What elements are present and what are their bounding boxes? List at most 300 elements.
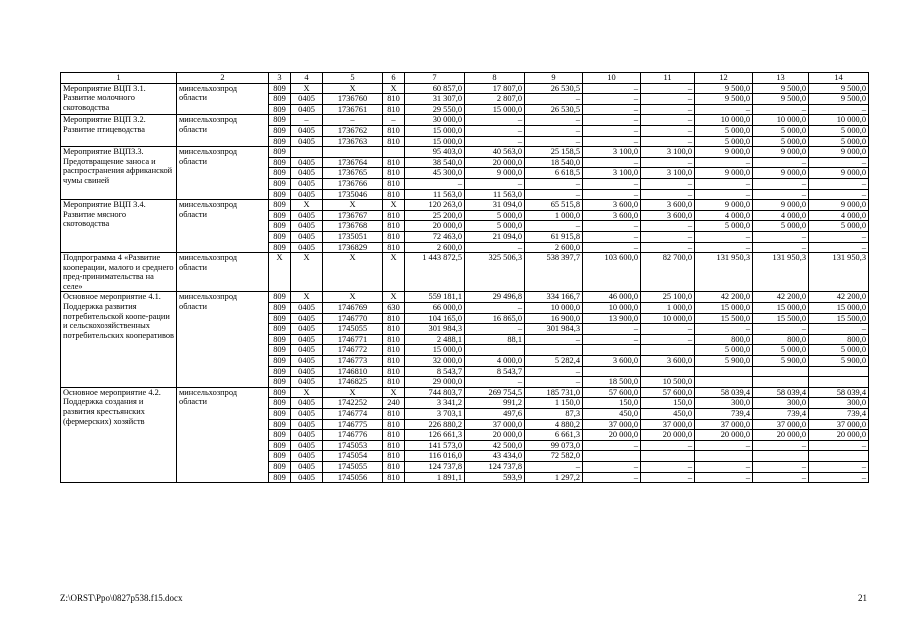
data-cell: 2 807,0: [465, 94, 525, 105]
data-cell: 810: [383, 345, 405, 356]
data-cell: –: [695, 178, 753, 189]
data-cell: 1735051: [323, 231, 383, 242]
data-cell: Х: [323, 83, 383, 94]
data-cell: –: [465, 136, 525, 147]
data-cell: 3 600,0: [583, 356, 641, 367]
footer-file-path: Z:\ORST\Ppo\0827p538.f15.docx: [60, 593, 183, 603]
data-cell: 810: [383, 231, 405, 242]
data-cell: 809: [269, 94, 291, 105]
data-cell: 0405: [291, 430, 323, 441]
data-cell: –: [465, 115, 525, 126]
data-cell: 3 100,0: [583, 168, 641, 179]
data-cell: 5 282,4: [525, 356, 583, 367]
data-cell: 116 016,0: [405, 451, 465, 462]
executor-cell: минсельхозпрод области: [177, 200, 269, 253]
data-cell: 126 661,3: [405, 430, 465, 441]
executor-cell: минсельхозпрод области: [177, 115, 269, 147]
header-cell: 14: [809, 73, 869, 84]
header-cell: 3: [269, 73, 291, 84]
data-cell: 131 950,3: [753, 253, 809, 292]
data-cell: –: [641, 334, 695, 345]
data-cell: –: [583, 231, 641, 242]
data-cell: 809: [269, 345, 291, 356]
data-cell: –: [753, 178, 809, 189]
data-cell: 739,4: [753, 409, 809, 420]
header-cell: 6: [383, 73, 405, 84]
data-cell: –: [525, 189, 583, 200]
data-cell: Х: [383, 200, 405, 211]
data-cell: 809: [269, 292, 291, 303]
data-cell: 65 515,8: [525, 200, 583, 211]
data-cell: 3 341,2: [405, 398, 465, 409]
data-cell: 1746772: [323, 345, 383, 356]
data-cell: –: [525, 377, 583, 388]
data-cell: 0405: [291, 104, 323, 115]
data-cell: –: [641, 461, 695, 472]
data-cell: 0405: [291, 168, 323, 179]
data-cell: –: [753, 242, 809, 253]
data-cell: [583, 451, 641, 462]
data-cell: 2 488,1: [405, 334, 465, 345]
data-cell: 20 000,0: [695, 430, 753, 441]
data-cell: 810: [383, 451, 405, 462]
data-cell: 15 000,0: [809, 303, 869, 314]
data-cell: 26 530,5: [525, 104, 583, 115]
data-cell: 15 000,0: [405, 136, 465, 147]
data-cell: 5 000,0: [465, 221, 525, 232]
data-cell: [583, 366, 641, 377]
data-cell: 0405: [291, 419, 323, 430]
data-cell: 9 500,0: [695, 83, 753, 94]
executor-cell: минсельхозпрод области: [177, 387, 269, 482]
data-cell: 1745054: [323, 451, 383, 462]
data-cell: [383, 147, 405, 158]
data-cell: 10 000,0: [583, 303, 641, 314]
data-cell: 61 915,8: [525, 231, 583, 242]
data-cell: 4 000,0: [695, 210, 753, 221]
data-cell: 66 000,0: [405, 303, 465, 314]
data-cell: 334 166,7: [525, 292, 583, 303]
table-row: [61, 83, 869, 94]
data-cell: 809: [269, 210, 291, 221]
data-cell: –: [583, 189, 641, 200]
measure-name-cell: Подпрограмма 4 «Развитие кооперации, малого и среднего пред-принимательства на селе»: [61, 253, 177, 292]
data-cell: –: [809, 104, 869, 115]
header-cell: 4: [291, 73, 323, 84]
data-cell: 0405: [291, 94, 323, 105]
header-cell: 1: [61, 73, 177, 84]
data-cell: 9 500,0: [695, 94, 753, 105]
data-cell: 809: [269, 324, 291, 335]
data-cell: –: [641, 136, 695, 147]
data-cell: –: [641, 157, 695, 168]
data-cell: 9 000,0: [695, 168, 753, 179]
data-cell: 9 000,0: [695, 200, 753, 211]
data-cell: 1746771: [323, 334, 383, 345]
data-cell: –: [753, 472, 809, 483]
data-cell: Х: [383, 387, 405, 398]
data-cell: 5 000,0: [809, 221, 869, 232]
table-row: [61, 253, 869, 292]
data-cell: 0405: [291, 157, 323, 168]
data-cell: –: [525, 461, 583, 472]
data-cell: 9 500,0: [753, 83, 809, 94]
data-cell: 1746769: [323, 303, 383, 314]
data-cell: 5 000,0: [695, 125, 753, 136]
data-cell: 0405: [291, 366, 323, 377]
data-cell: 809: [269, 168, 291, 179]
data-cell: 6 661,3: [525, 430, 583, 441]
data-cell: 810: [383, 430, 405, 441]
data-cell: 9 000,0: [753, 147, 809, 158]
data-cell: –: [695, 189, 753, 200]
data-cell: 2 600,0: [525, 242, 583, 253]
data-cell: –: [583, 104, 641, 115]
data-cell: 810: [383, 313, 405, 324]
data-cell: 1736829: [323, 242, 383, 253]
data-cell: 37 000,0: [641, 419, 695, 430]
data-cell: Х: [291, 292, 323, 303]
data-cell: 150,0: [583, 398, 641, 409]
data-cell: –: [641, 440, 695, 451]
data-cell: –: [583, 334, 641, 345]
data-cell: 25 100,0: [641, 292, 695, 303]
data-cell: –: [583, 136, 641, 147]
data-cell: 809: [269, 125, 291, 136]
table-row: [61, 200, 869, 211]
data-cell: –: [641, 231, 695, 242]
data-cell: 1746775: [323, 419, 383, 430]
data-cell: 809: [269, 409, 291, 420]
measure-name-cell: Мероприятие ВЦП 3.1. Развитие молочного скотоводства: [61, 83, 177, 115]
data-cell: –: [583, 83, 641, 94]
measure-name-cell: Мероприятие ВЦП 3.2. Развитие птицеводства: [61, 115, 177, 147]
measure-name-cell: Мероприятие ВЦП3.3. Предотвращение заноса и распространения африканской чумы свиней: [61, 147, 177, 200]
data-cell: 809: [269, 334, 291, 345]
data-cell: 20 000,0: [641, 430, 695, 441]
data-cell: 95 403,0: [405, 147, 465, 158]
data-cell: 3 600,0: [641, 210, 695, 221]
data-cell: 1746774: [323, 409, 383, 420]
data-cell: 1735046: [323, 189, 383, 200]
data-cell: 42 500,0: [465, 440, 525, 451]
data-cell: –: [525, 366, 583, 377]
data-cell: 809: [269, 157, 291, 168]
data-cell: 150,0: [641, 398, 695, 409]
data-cell: 9 500,0: [809, 83, 869, 94]
data-cell: Х: [269, 253, 291, 292]
data-cell: 2 600,0: [405, 242, 465, 253]
data-cell: 20 000,0: [405, 221, 465, 232]
data-cell: –: [641, 83, 695, 94]
data-cell: 1736761: [323, 104, 383, 115]
data-cell: 1736768: [323, 221, 383, 232]
data-cell: 185 731,0: [525, 387, 583, 398]
data-cell: –: [809, 472, 869, 483]
data-cell: 301 984,3: [405, 324, 465, 335]
data-cell: 0405: [291, 440, 323, 451]
data-cell: 809: [269, 377, 291, 388]
data-cell: 1736762: [323, 125, 383, 136]
data-cell: [641, 366, 695, 377]
data-cell: –: [465, 303, 525, 314]
data-cell: –: [405, 178, 465, 189]
data-cell: [695, 366, 753, 377]
data-cell: 58 039,4: [695, 387, 753, 398]
data-cell: 5 000,0: [809, 136, 869, 147]
data-cell: –: [583, 440, 641, 451]
data-cell: 240: [383, 398, 405, 409]
data-cell: 3 703,1: [405, 409, 465, 420]
data-cell: 124 737,8: [465, 461, 525, 472]
table-row: [61, 387, 869, 398]
data-cell: –: [753, 231, 809, 242]
data-cell: 4 880,2: [525, 419, 583, 430]
data-cell: 1736766: [323, 178, 383, 189]
data-cell: 16 900,0: [525, 313, 583, 324]
data-cell: 0405: [291, 242, 323, 253]
data-cell: 810: [383, 366, 405, 377]
data-cell: 0405: [291, 210, 323, 221]
data-cell: 0405: [291, 472, 323, 483]
data-cell: 5 000,0: [753, 221, 809, 232]
header-cell: 9: [525, 73, 583, 84]
data-cell: –: [695, 157, 753, 168]
data-cell: 1745055: [323, 461, 383, 472]
data-cell: 15 000,0: [695, 303, 753, 314]
data-cell: 9 500,0: [809, 94, 869, 105]
data-cell: –: [809, 189, 869, 200]
data-cell: 45 300,0: [405, 168, 465, 179]
data-cell: 809: [269, 147, 291, 158]
data-cell: –: [465, 242, 525, 253]
data-cell: 0405: [291, 324, 323, 335]
data-cell: 809: [269, 461, 291, 472]
data-cell: 29 550,0: [405, 104, 465, 115]
table-row: [61, 147, 869, 158]
header-cell: 13: [753, 73, 809, 84]
data-cell: 5 900,0: [753, 356, 809, 367]
data-cell: –: [809, 157, 869, 168]
data-cell: 5 000,0: [695, 136, 753, 147]
data-cell: 739,4: [695, 409, 753, 420]
data-cell: 810: [383, 157, 405, 168]
data-cell: 809: [269, 115, 291, 126]
data-cell: –: [753, 440, 809, 451]
data-cell: [291, 147, 323, 158]
measure-name-cell: Основное мероприятие 4.1. Поддержка развития потребительской коопе-рации и сельскохозяйственных потребительских кооперативов: [61, 292, 177, 387]
data-cell: 300,0: [695, 398, 753, 409]
data-cell: 809: [269, 178, 291, 189]
data-cell: 809: [269, 189, 291, 200]
data-cell: –: [465, 377, 525, 388]
data-cell: 43 434,0: [465, 451, 525, 462]
data-cell: 4 000,0: [753, 210, 809, 221]
data-cell: 4 000,0: [809, 210, 869, 221]
data-cell: –: [583, 221, 641, 232]
data-cell: 15 000,0: [405, 125, 465, 136]
data-cell: –: [291, 115, 323, 126]
data-cell: 810: [383, 94, 405, 105]
data-cell: Х: [323, 292, 383, 303]
data-cell: 300,0: [809, 398, 869, 409]
data-cell: 1 150,0: [525, 398, 583, 409]
data-cell: 809: [269, 419, 291, 430]
data-cell: 131 950,3: [809, 253, 869, 292]
data-cell: 809: [269, 231, 291, 242]
data-cell: –: [641, 242, 695, 253]
data-cell: –: [641, 125, 695, 136]
data-cell: 450,0: [583, 409, 641, 420]
data-cell: Х: [323, 200, 383, 211]
data-cell: 0405: [291, 221, 323, 232]
data-cell: 538 397,7: [525, 253, 583, 292]
data-cell: 810: [383, 377, 405, 388]
data-cell: 810: [383, 419, 405, 430]
data-cell: 9 000,0: [695, 147, 753, 158]
data-cell: –: [695, 104, 753, 115]
data-cell: 30 000,0: [405, 115, 465, 126]
data-cell: 46 000,0: [583, 292, 641, 303]
data-cell: 20 000,0: [465, 157, 525, 168]
data-cell: 42 200,0: [809, 292, 869, 303]
data-cell: 1745053: [323, 440, 383, 451]
data-cell: 810: [383, 221, 405, 232]
data-cell: 131 950,3: [695, 253, 753, 292]
data-cell: 630: [383, 303, 405, 314]
data-cell: 269 754,5: [465, 387, 525, 398]
measure-name-cell: Основное мероприятие 4.2. Поддержка создания и развития крестьянских (фермерских) хозяйств: [61, 387, 177, 482]
data-cell: 810: [383, 189, 405, 200]
data-cell: –: [809, 440, 869, 451]
data-cell: [641, 451, 695, 462]
data-cell: –: [753, 157, 809, 168]
data-cell: 20 000,0: [753, 430, 809, 441]
data-cell: 0405: [291, 178, 323, 189]
data-cell: 497,6: [465, 409, 525, 420]
data-cell: 5 000,0: [695, 345, 753, 356]
data-cell: 10 000,0: [753, 115, 809, 126]
data-cell: –: [583, 157, 641, 168]
table-row: [61, 292, 869, 303]
data-cell: 20 000,0: [583, 430, 641, 441]
data-cell: –: [753, 104, 809, 115]
data-cell: 10 000,0: [695, 115, 753, 126]
data-cell: 26 530,5: [525, 83, 583, 94]
data-cell: 809: [269, 366, 291, 377]
data-cell: 9 000,0: [753, 200, 809, 211]
data-cell: 800,0: [695, 334, 753, 345]
data-cell: 1 443 872,5: [405, 253, 465, 292]
data-cell: –: [525, 94, 583, 105]
data-cell: 60 857,0: [405, 83, 465, 94]
data-cell: 88,1: [465, 334, 525, 345]
data-cell: 57 600,0: [583, 387, 641, 398]
data-cell: 809: [269, 200, 291, 211]
data-cell: 3 100,0: [583, 147, 641, 158]
data-cell: 9 000,0: [465, 168, 525, 179]
data-cell: 15 500,0: [753, 313, 809, 324]
data-cell: –: [809, 178, 869, 189]
data-cell: 809: [269, 398, 291, 409]
data-cell: 57 600,0: [641, 387, 695, 398]
data-cell: 1 891,1: [405, 472, 465, 483]
data-cell: 5 000,0: [465, 210, 525, 221]
data-cell: –: [465, 324, 525, 335]
data-cell: 809: [269, 313, 291, 324]
data-cell: [465, 345, 525, 356]
data-cell: 0405: [291, 377, 323, 388]
data-cell: –: [809, 242, 869, 253]
data-cell: 810: [383, 210, 405, 221]
header-cell: 7: [405, 73, 465, 84]
data-cell: 325 506,3: [465, 253, 525, 292]
data-cell: –: [809, 461, 869, 472]
data-cell: –: [583, 125, 641, 136]
data-cell: 810: [383, 472, 405, 483]
data-cell: –: [753, 324, 809, 335]
data-cell: 104 165,0: [405, 313, 465, 324]
data-cell: –: [641, 115, 695, 126]
data-cell: [809, 377, 869, 388]
data-cell: –: [641, 189, 695, 200]
data-cell: 10 500,0: [641, 377, 695, 388]
data-cell: 810: [383, 104, 405, 115]
data-cell: –: [583, 242, 641, 253]
data-cell: 810: [383, 334, 405, 345]
data-cell: 1736763: [323, 136, 383, 147]
data-cell: 9 000,0: [809, 168, 869, 179]
data-cell: 810: [383, 324, 405, 335]
data-cell: 1745056: [323, 472, 383, 483]
data-cell: 32 000,0: [405, 356, 465, 367]
data-cell: 0405: [291, 303, 323, 314]
data-cell: 301 984,3: [525, 324, 583, 335]
data-cell: 9 000,0: [809, 200, 869, 211]
data-cell: 0405: [291, 409, 323, 420]
data-cell: 37 000,0: [465, 419, 525, 430]
data-cell: 9 000,0: [809, 147, 869, 158]
data-cell: 5 000,0: [809, 125, 869, 136]
data-cell: 15 500,0: [809, 313, 869, 324]
data-cell: 810: [383, 440, 405, 451]
data-cell: 1746773: [323, 356, 383, 367]
data-cell: [809, 451, 869, 462]
data-cell: –: [383, 115, 405, 126]
header-cell: 10: [583, 73, 641, 84]
data-cell: 744 803,7: [405, 387, 465, 398]
executor-cell: минсельхозпрод области: [177, 83, 269, 115]
data-cell: 809: [269, 440, 291, 451]
data-cell: 5 900,0: [809, 356, 869, 367]
data-cell: –: [641, 178, 695, 189]
data-cell: 810: [383, 125, 405, 136]
data-cell: 3 600,0: [641, 200, 695, 211]
data-cell: [695, 451, 753, 462]
data-cell: 1736765: [323, 168, 383, 179]
data-cell: 3 600,0: [583, 210, 641, 221]
data-cell: 810: [383, 356, 405, 367]
data-cell: 37 000,0: [583, 419, 641, 430]
data-cell: 0405: [291, 334, 323, 345]
data-cell: 0405: [291, 451, 323, 462]
data-cell: 15 000,0: [405, 345, 465, 356]
data-cell: 809: [269, 242, 291, 253]
data-cell: 559 181,1: [405, 292, 465, 303]
header-cell: 8: [465, 73, 525, 84]
data-cell: –: [525, 178, 583, 189]
data-cell: –: [525, 334, 583, 345]
